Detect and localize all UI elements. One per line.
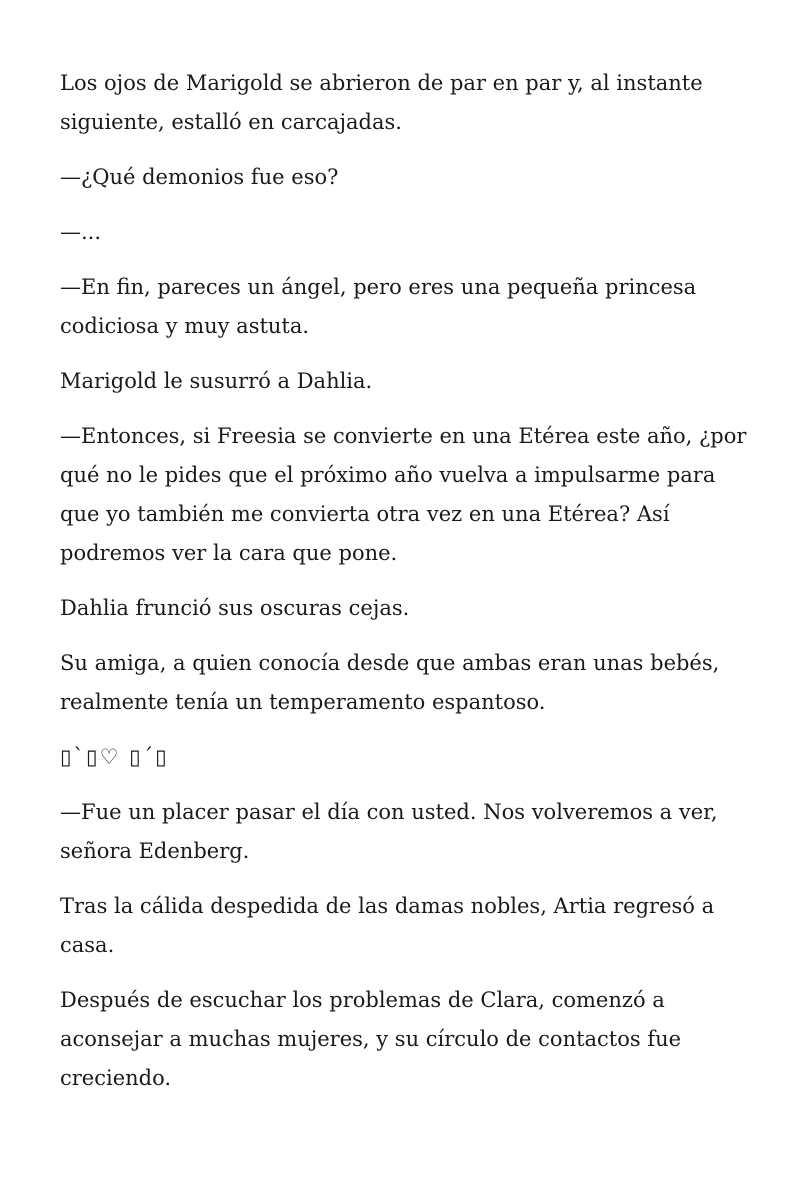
paragraph: —... [60, 220, 102, 244]
paragraph: —Entonces, si Freesia se convierte en una Etérea este año, ¿por qué no le pides que el próximo año vuelva a impulsarme para que yo también me convierta otra vez en una Etérea? Así podremos ver la cara que pone. [60, 424, 747, 565]
paragraph: Su amiga, a quien conocía desde que ambas eran unas bebés, realmente tenía un temperamento espantoso. [60, 651, 720, 714]
scene-break-ornament: ▯`▯♡ ▯´▯ [60, 745, 169, 769]
paragraph: Tras la cálida despedida de las damas nobles, Artia regresó a casa. [60, 894, 715, 957]
paragraph: —En fin, pareces un ángel, pero eres una pequeña princesa codiciosa y muy astuta. [60, 275, 697, 338]
paragraph: —Fue un placer pasar el día con usted. Nos volveremos a ver, señora Edenberg. [60, 800, 718, 863]
paragraph: Marigold le susurró a Dahlia. [60, 369, 373, 393]
reading-page [60, 64, 750, 1114]
paragraph: Dahlia frunció sus oscuras cejas. [60, 596, 410, 620]
paragraph: Los ojos de Marigold se abrieron de par en par y, al instante siguiente, estalló en carcajadas. [60, 71, 703, 134]
paragraph: Después de escuchar los problemas de Clara, comenzó a aconsejar a muchas mujeres, y su círculo de contactos fue creciendo. [60, 988, 682, 1090]
paragraph: —¿Qué demonios fue eso? [60, 165, 339, 189]
